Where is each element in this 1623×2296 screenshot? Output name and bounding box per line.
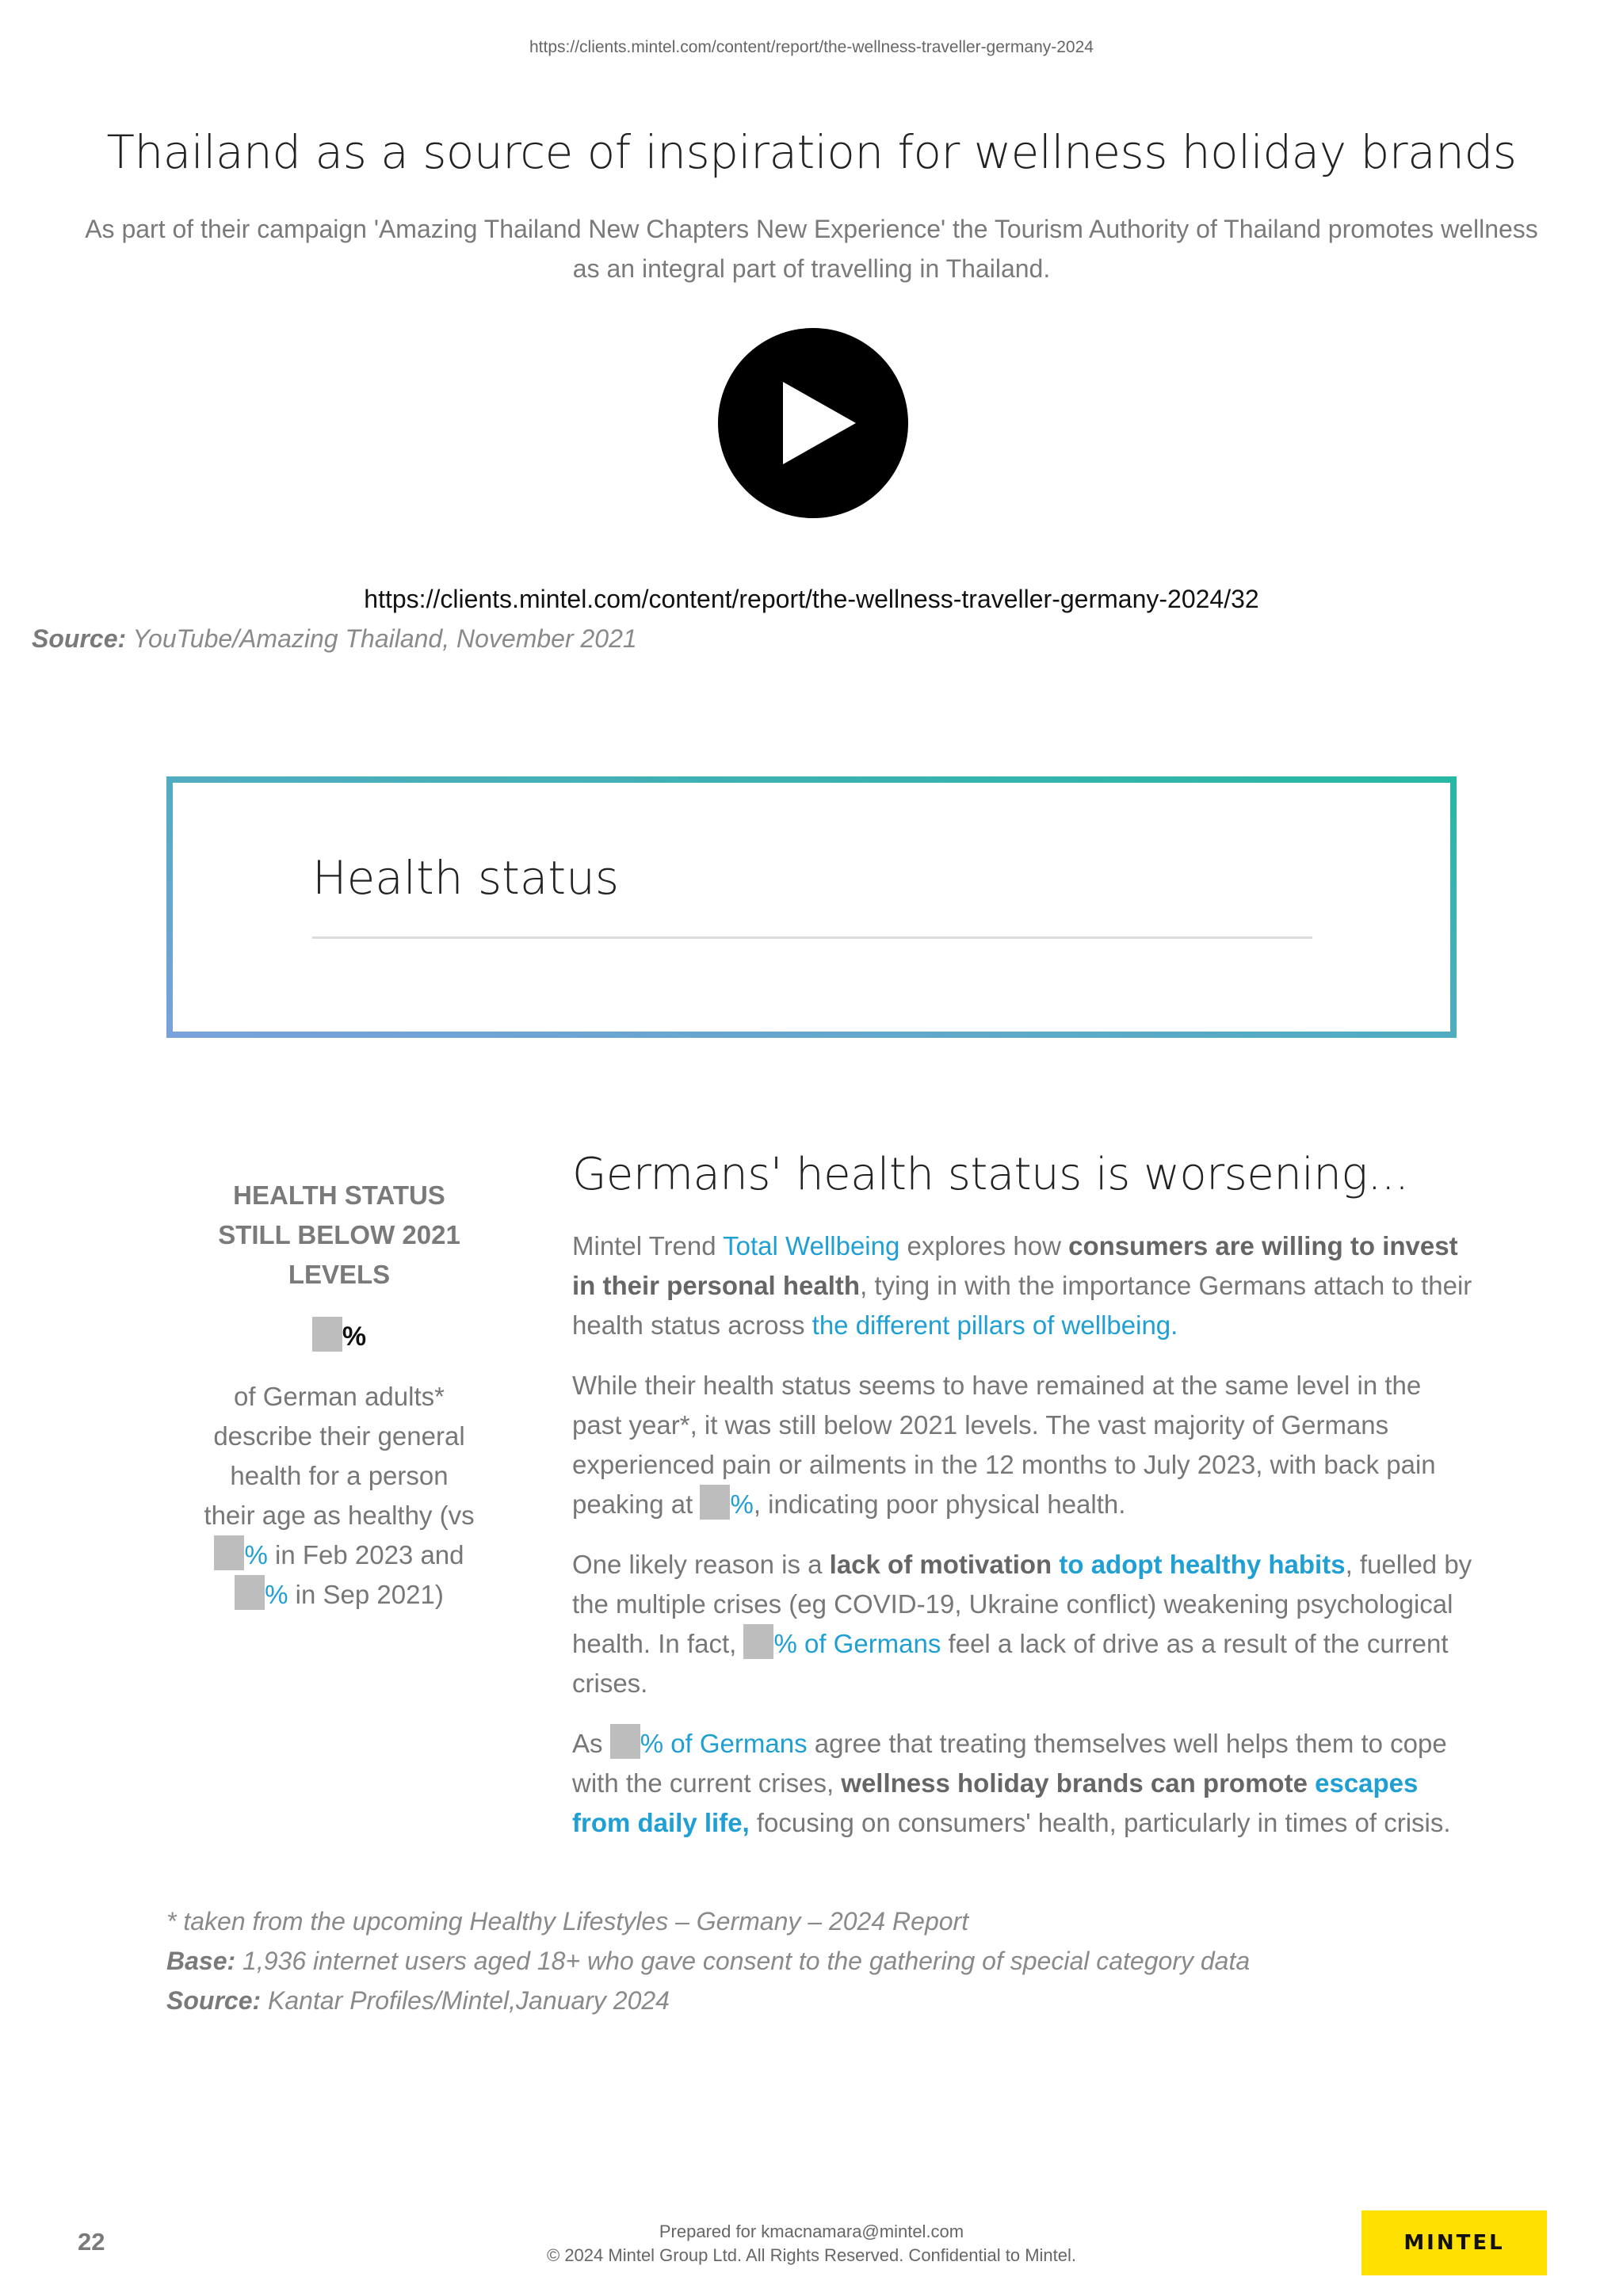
redacted-value — [700, 1485, 730, 1520]
article-paragraph — [572, 1724, 1476, 1843]
paragraph-text: focusing on consumers' health, particularly in times of crisis. — [749, 1808, 1451, 1837]
pillars-of-wellbeing-link[interactable]: the different pillars of wellbeing — [812, 1310, 1171, 1340]
redacted-value — [743, 1624, 773, 1659]
paragraph-text: , tying in with the importance Germans attach to their health status across — [572, 1271, 1472, 1340]
section-banner-title: Health status — [312, 851, 620, 905]
sidebar-desc-line: health for a person — [230, 1461, 449, 1490]
paragraph-text: One likely reason is a — [572, 1550, 830, 1579]
sidebar-desc-line: their age as healthy (vs — [204, 1501, 475, 1530]
sidebar-heading-line: HEALTH STATUS — [233, 1180, 445, 1210]
sidebar-description — [181, 1377, 498, 1615]
paragraph-text: explores how — [899, 1231, 1069, 1261]
back-pain-pct-link[interactable]: % — [730, 1489, 754, 1519]
sidebar-desc-text: in Sep 2021) — [288, 1580, 444, 1609]
paragraph-text: , fuelled by the multiple crises (eg COVID-19, Ukraine conflict) weakening psychological health. In fact, — [572, 1550, 1472, 1658]
section-banner — [166, 776, 1457, 1038]
sidebar-stat — [181, 1317, 498, 1352]
play-icon — [718, 328, 908, 518]
treat-themselves-link[interactable]: % of Germans — [640, 1729, 808, 1758]
paragraph-bold: consumers are willing to invest in their personal health — [572, 1231, 1458, 1300]
prepared-for: Prepared for kmacnamara@mintel.com — [659, 2222, 964, 2241]
sidebar-desc-text: in Feb 2023 and — [267, 1540, 464, 1569]
footnote: * taken from the upcoming Healthy Lifestyles – Germany – 2024 Report — [166, 1907, 969, 1936]
section-banner-divider — [312, 936, 1312, 939]
source-label: Source: — [166, 1986, 262, 2015]
video-source-label: Source: — [32, 624, 127, 653]
video-link[interactable]: https://clients.mintel.com/content/report/the-wellness-traveller-germany-2024/32 — [364, 585, 1259, 613]
redacted-value — [214, 1535, 244, 1570]
sidebar-pct-link[interactable]: % — [265, 1580, 288, 1609]
sidebar-desc-line — [181, 1575, 498, 1615]
paragraph-text: agree that treating themselves well helps them to cope with the current crises, — [572, 1729, 1447, 1798]
paragraph-text: While their health status seems to have remained at the same level in the past year*, it was still below 2021 levels. The vast majority of Germans experienced pain or ailments in the 12 months to July 2023, with back pain peaking at — [572, 1371, 1436, 1519]
redacted-value — [610, 1724, 640, 1759]
lack-of-drive-link[interactable]: % of Germans — [773, 1629, 941, 1658]
video-source — [32, 624, 637, 654]
video-section-description: As part of their campaign 'Amazing Thailand New Chapters New Experience' the Tourism Authority of Thailand promotes wellness as an integral part of travelling in Thailand. — [85, 215, 1538, 283]
escapes-link[interactable]: escapes from daily life, — [572, 1768, 1419, 1837]
source-text: Kantar Profiles/Mintel,January 2024 — [268, 1986, 670, 2015]
sidebar-heading-line: LEVELS — [288, 1260, 391, 1289]
sidebar-stat-pct: % — [342, 1322, 367, 1352]
paragraph-text: As — [572, 1729, 610, 1758]
base-label: Base: — [166, 1947, 236, 1975]
paragraph-text: feel a lack of drive as a result of the current crises. — [572, 1629, 1449, 1698]
paragraph-text: Mintel Trend — [572, 1231, 724, 1261]
base-text: 1,936 internet users aged 18+ who gave consent to the gathering of special category data — [242, 1947, 1251, 1975]
sidebar-heading-line: STILL BELOW 2021 — [218, 1220, 460, 1249]
mintel-logo: MINTEL — [1361, 2210, 1547, 2275]
video-section-title: Thailand as a source of inspiration for wellness holiday brands — [106, 125, 1517, 179]
sidebar-heading — [181, 1176, 498, 1295]
video-source-text: YouTube/Amazing Thailand, November 2021 — [132, 624, 637, 653]
healthy-habits-link[interactable]: to adopt healthy habits — [1059, 1550, 1346, 1579]
total-wellbeing-link[interactable]: Total Wellbeing — [723, 1231, 900, 1261]
video-play-button[interactable] — [718, 328, 908, 518]
page-number: 22 — [78, 2228, 105, 2256]
base-note — [166, 1941, 1250, 1981]
copyright: © 2024 Mintel Group Ltd. All Rights Reserved. Confidential to Mintel. — [547, 2245, 1076, 2265]
footnotes — [166, 1901, 1250, 2020]
paragraph-bold: wellness holiday brands can promote — [841, 1768, 1308, 1798]
article-paragraph — [572, 1226, 1476, 1345]
article-title: Germans' health status is worsening... — [572, 1149, 1409, 1200]
paragraph-bold: lack of motivation — [829, 1550, 1052, 1579]
paragraph-text: , indicating poor physical health. — [753, 1489, 1126, 1519]
redacted-value — [235, 1575, 265, 1610]
article-paragraph — [572, 1545, 1476, 1703]
page-url: https://clients.mintel.com/content/report/the-wellness-traveller-germany-2024 — [529, 38, 1094, 56]
paragraph-text: . — [1170, 1310, 1178, 1340]
source-note — [166, 1981, 1250, 2020]
redacted-value — [312, 1317, 342, 1352]
sidebar-desc-line: describe their general — [213, 1421, 465, 1451]
sidebar-desc-line — [181, 1535, 498, 1575]
sidebar-pct-link[interactable]: % — [244, 1540, 268, 1569]
article-paragraph — [572, 1366, 1476, 1524]
sidebar-desc-line: of German adults* — [234, 1382, 445, 1411]
